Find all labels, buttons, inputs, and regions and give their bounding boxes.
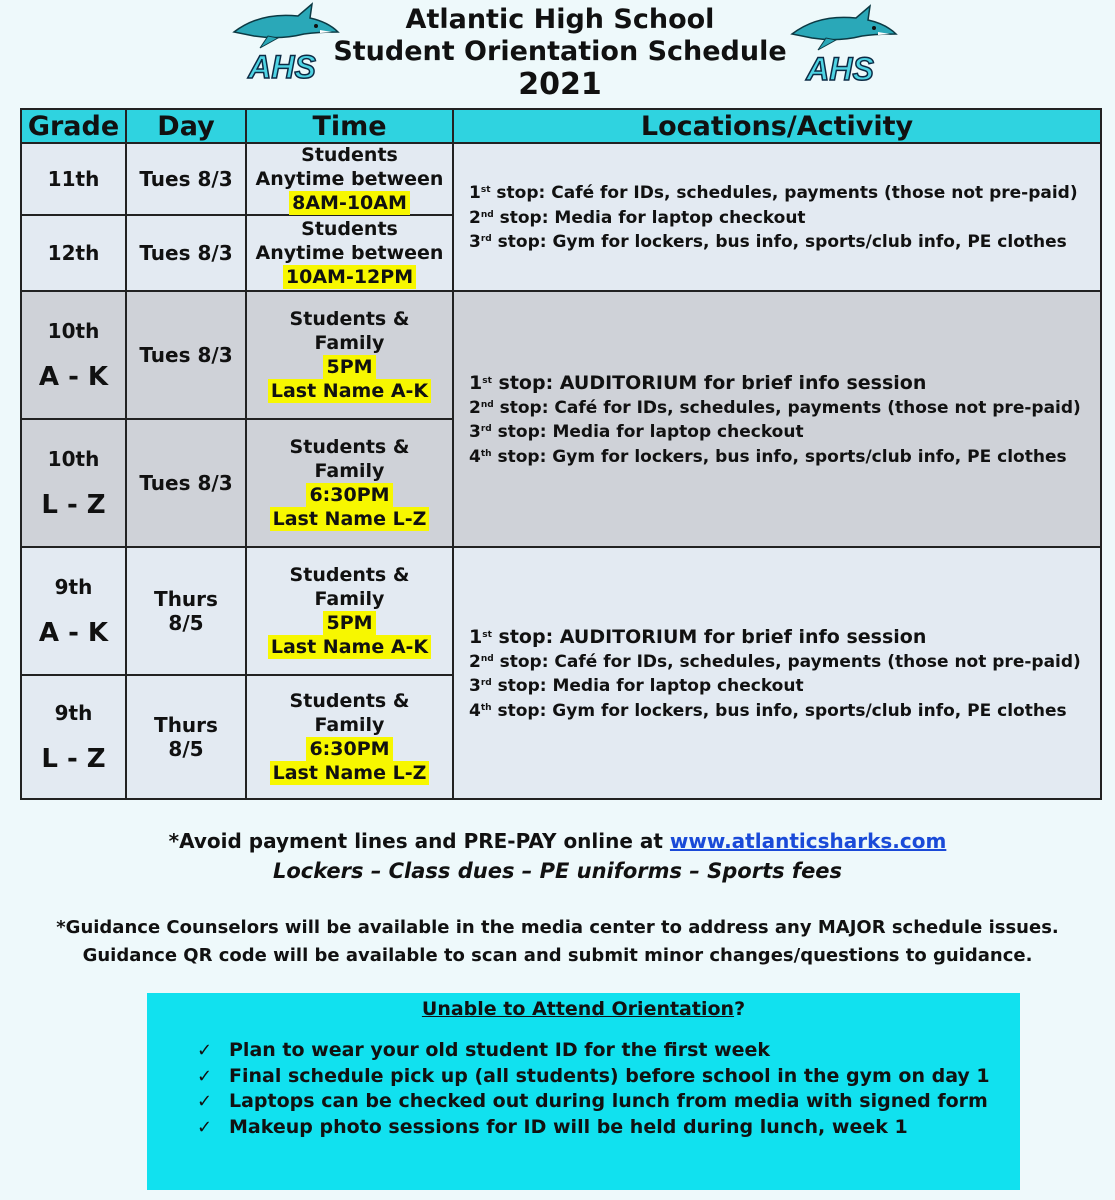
time-cell xyxy=(247,420,452,546)
unable-to-attend-box xyxy=(147,993,1020,1190)
fees-note: Lockers – Class dues – PE uniforms – Sports fees xyxy=(272,859,843,883)
col-header-activity: Locations/Activity xyxy=(454,110,1100,142)
time-cell xyxy=(247,216,452,290)
prepay-text: *Avoid payment lines and PRE-PAY online at xyxy=(168,829,670,853)
grade-letters: A - K xyxy=(38,362,109,392)
time-line: Students & xyxy=(289,308,410,330)
grade-cell xyxy=(22,216,125,290)
time-line: Family xyxy=(314,714,385,736)
unable-title: Unable to Attend Orientation? xyxy=(421,998,746,1020)
day-cell: Tues 8/3 xyxy=(127,292,245,418)
guidance-line: Guidance QR code will be available to scan and submit minor changes/questions to guidance. xyxy=(82,945,1033,966)
time-highlight: 6:30PM xyxy=(306,483,392,507)
prepay-link[interactable]: www.atlanticsharks.com xyxy=(669,829,947,853)
list-item: ✓ Final schedule pick up (all students) before school in the gym on day 1 xyxy=(197,1064,990,1090)
grade-cell xyxy=(22,420,125,546)
list-item: ✓ Plan to wear your old student ID for the first week xyxy=(197,1038,990,1064)
checkmark-icon: ✓ xyxy=(197,1091,213,1112)
activity-line: 3rd stop: Gym for lockers, bus info, sports/club info, PE clothes xyxy=(469,232,1067,253)
time-line: Students xyxy=(301,218,398,240)
time-line: Students & xyxy=(289,564,410,586)
shark-logo-right xyxy=(778,4,898,90)
time-highlight: Last Name A-K xyxy=(268,635,431,659)
day-line: Thurs xyxy=(154,587,218,611)
day-cell: Tues 8/3 xyxy=(127,216,245,290)
shark-logo-left xyxy=(220,2,340,88)
list-item: ✓ Makeup photo sessions for ID will be held during lunch, week 1 xyxy=(197,1115,990,1141)
title-block xyxy=(330,4,790,102)
time-highlight: 6:30PM xyxy=(306,737,392,761)
grade-letters: L - Z xyxy=(41,744,106,774)
activity-cell xyxy=(454,144,1100,290)
time-highlight: 10AM-12PM xyxy=(283,265,416,289)
activity-line: 1st stop: AUDITORIUM for brief info session xyxy=(469,371,927,394)
guidance-note xyxy=(0,914,1115,970)
school-name: Atlantic High School xyxy=(405,4,715,35)
grade-label: 10th xyxy=(47,319,100,343)
time-line: Students & xyxy=(289,436,410,458)
col-header-time: Time xyxy=(247,110,452,142)
grade-letters: L - Z xyxy=(41,490,106,520)
prepay-note xyxy=(0,826,1115,856)
time-line: Family xyxy=(314,588,385,610)
header xyxy=(0,0,1115,108)
schedule-year: 2021 xyxy=(518,67,602,102)
schedule-title: Student Orientation Schedule xyxy=(333,36,787,67)
day-cell: Tues 8/3 xyxy=(127,144,245,214)
activity-line: 4th stop: Gym for lockers, bus info, sports/club info, PE clothes xyxy=(469,446,1067,467)
activity-line: 3rd stop: Media for laptop checkout xyxy=(469,422,804,443)
day-cell xyxy=(127,676,245,798)
time-line: Family xyxy=(314,460,385,482)
activity-line: 2nd stop: Media for laptop checkout xyxy=(469,207,806,228)
logo-left-text: AHS xyxy=(248,49,316,85)
unable-list xyxy=(197,1038,990,1140)
grade-label: 9th xyxy=(54,701,93,725)
activity-cell xyxy=(454,548,1100,798)
grade-label: 11th xyxy=(47,167,100,191)
day-cell xyxy=(127,548,245,674)
grade-cell xyxy=(22,144,125,214)
time-highlight: Last Name L-Z xyxy=(270,761,430,785)
activity-line: 1st stop: AUDITORIUM for brief info session xyxy=(469,625,927,648)
day-line: 8/5 xyxy=(168,737,204,761)
activity-line: 1st stop: Café for IDs, schedules, payments (those not pre-paid) xyxy=(469,183,1078,204)
checkmark-icon: ✓ xyxy=(197,1116,213,1138)
day-line: 8/5 xyxy=(168,611,204,635)
time-cell xyxy=(247,676,452,798)
grade-cell xyxy=(22,676,125,798)
time-cell xyxy=(247,144,452,214)
col-header-grade: Grade xyxy=(22,110,125,142)
grade-cell xyxy=(22,548,125,674)
checkmark-icon: ✓ xyxy=(197,1040,213,1061)
grade-label: 10th xyxy=(47,447,100,471)
activity-line: 2nd stop: Café for IDs, schedules, payments (those not pre-paid) xyxy=(469,651,1081,672)
time-highlight: 5PM xyxy=(323,611,375,635)
time-cell xyxy=(247,292,452,418)
list-item: ✓ Laptops can be checked out during lunch from media with signed form xyxy=(197,1089,990,1115)
time-line: Students & xyxy=(289,690,410,712)
grade-label: 12th xyxy=(47,241,100,265)
time-line: Anytime between xyxy=(255,168,444,190)
activity-line: 2nd stop: Café for IDs, schedules, payments (those not pre-paid) xyxy=(469,397,1081,418)
time-highlight: Last Name A-K xyxy=(268,379,431,403)
time-line: Anytime between xyxy=(255,242,444,264)
day-cell: Tues 8/3 xyxy=(127,420,245,546)
time-line: Family xyxy=(314,332,385,354)
grade-letters: A - K xyxy=(38,618,109,648)
col-header-day: Day xyxy=(127,110,245,142)
activity-line: 3rd stop: Media for laptop checkout xyxy=(469,676,804,697)
guidance-line: *Guidance Counselors will be available in the media center to address any MAJOR schedule issues. xyxy=(56,917,1059,938)
grade-label: 9th xyxy=(54,575,93,599)
schedule-table xyxy=(20,108,1102,800)
grade-cell xyxy=(22,292,125,418)
time-highlight: Last Name L-Z xyxy=(270,507,430,531)
activity-cell xyxy=(454,292,1100,546)
activity-line: 4th stop: Gym for lockers, bus info, sports/club info, PE clothes xyxy=(469,700,1067,721)
logo-right-text: AHS xyxy=(806,51,874,87)
time-cell xyxy=(247,548,452,674)
checkmark-icon: ✓ xyxy=(197,1065,213,1087)
time-highlight: 5PM xyxy=(323,355,375,379)
time-line: Students xyxy=(301,144,398,166)
day-line: Thurs xyxy=(154,713,218,737)
time-highlight: 8AM-10AM xyxy=(289,191,410,215)
